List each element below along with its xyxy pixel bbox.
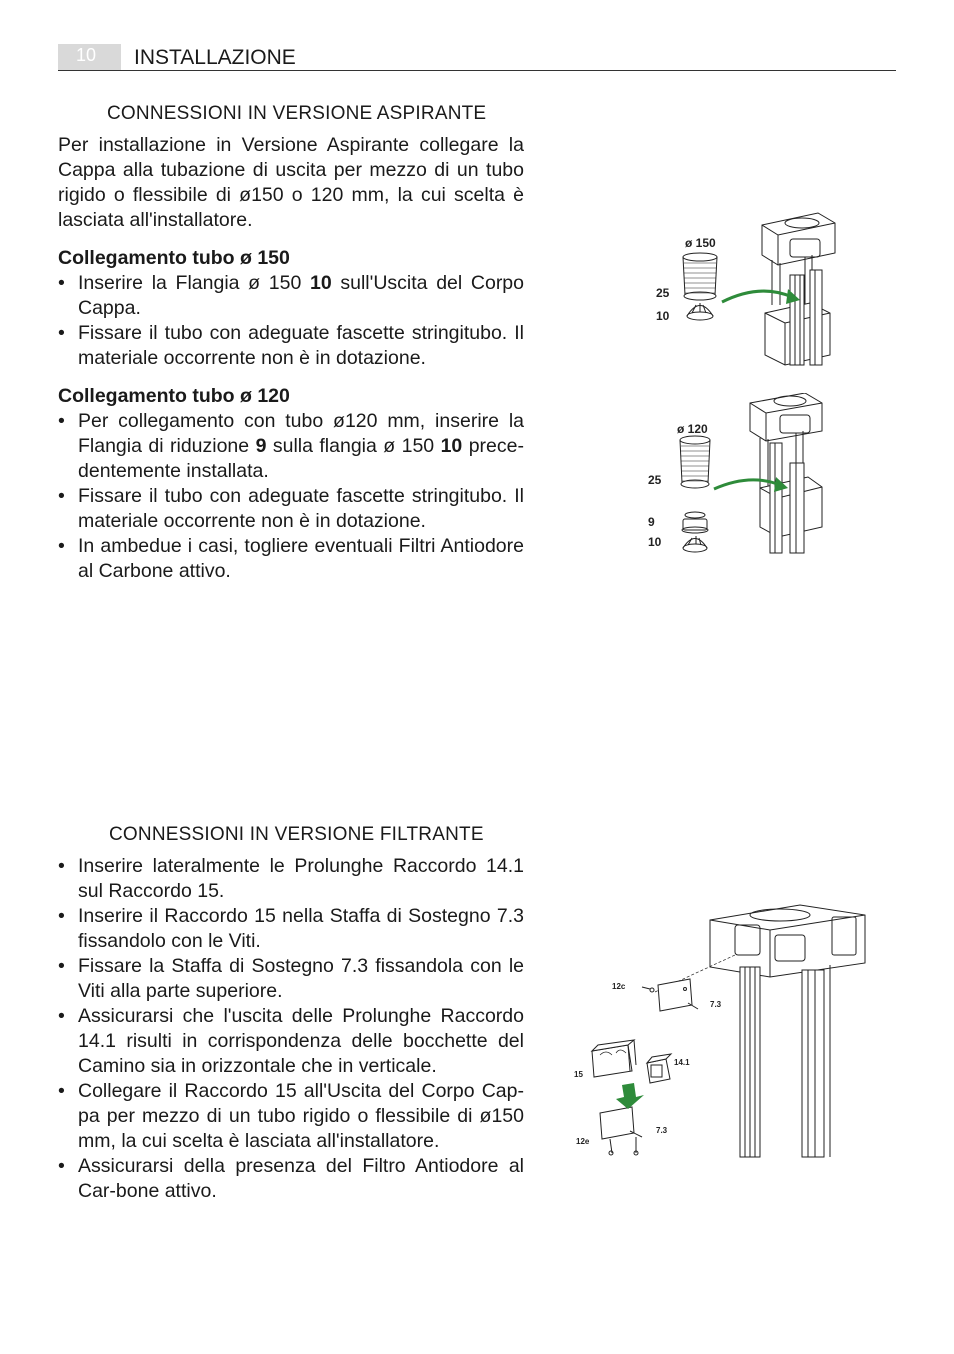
list-item: • In ambedue i casi, togliere eventuali Filtri Antiodore al Carbone attivo. xyxy=(58,534,524,584)
list-item: • Fissare il tubo con adeguate fascette stringitubo. Il materiale occorrente non è in dotazione. xyxy=(58,484,524,534)
label-25: 25 xyxy=(648,473,662,487)
label-dia-120: ø 120 xyxy=(677,422,708,436)
label-7-3-lower: 7.3 xyxy=(656,1126,668,1135)
label-9: 9 xyxy=(648,515,655,529)
subheading-120: Collegamento tubo ø 120 xyxy=(58,385,290,407)
label-15: 15 xyxy=(574,1070,583,1079)
label-25: 25 xyxy=(656,286,670,300)
list-item: • Inserire il Raccordo 15 nella Staffa di Sostegno 7.3 fissandolo con le Viti. xyxy=(58,904,524,954)
heading-filtrante: CONNESSIONI IN VERSIONE FILTRANTE xyxy=(109,824,484,845)
figure-150-connection xyxy=(640,205,860,370)
label-14-1: 14.1 xyxy=(674,1058,690,1067)
label-7-3-upper: 7.3 xyxy=(710,1000,722,1009)
list-item: • Fissare il tubo con adeguate fascette stringitubo. Il materiale occorrente non è in dotazione. xyxy=(58,321,524,371)
subheading-150: Collegamento tubo ø 150 xyxy=(58,247,290,269)
list-item: • Assicurarsi che l'uscita delle Prolunghe Raccordo 14.1 risulti in corrispondenza delle bocchette del Camino sia in orizzontale che in verticale. xyxy=(58,1004,524,1079)
list-item: • Assicurarsi della presenza del Filtro Antiodore al Car-bone attivo. xyxy=(58,1154,524,1204)
filtrante-text xyxy=(58,854,524,1204)
list-150 xyxy=(58,271,524,371)
header-divider xyxy=(58,70,896,71)
heading-aspirante: CONNESSIONI IN VERSIONE ASPIRANTE xyxy=(107,103,487,124)
section-title: INSTALLAZIONE xyxy=(134,46,296,69)
list-item: • Collegare il Raccordo 15 all'Uscita del Corpo Cap-pa per mezzo di un tubo rigido o flessibile di ø150 mm, la cui scelta è lasciata all'installatore. xyxy=(58,1079,524,1154)
list-item: • Inserire la Flangia ø 150 10 sull'Uscita del Corpo Cappa. xyxy=(58,271,524,321)
label-10: 10 xyxy=(648,535,662,549)
page-number: 10 xyxy=(76,45,97,65)
label-12e: 12e xyxy=(576,1137,590,1146)
figure-filtrante xyxy=(570,895,870,1160)
label-10: 10 xyxy=(656,309,670,323)
figure-120-connection xyxy=(640,393,860,558)
list-120 xyxy=(58,409,524,584)
label-12c: 12c xyxy=(612,982,626,991)
list-item: • Fissare la Staffa di Sostegno 7.3 fissandola con le Viti alla parte superiore. xyxy=(58,954,524,1004)
aspirante-text xyxy=(58,133,524,584)
list-item: • Per collegamento con tubo ø120 mm, inserire la Flangia di riduzione 9 sulla flangia ø 150 10 prece-dentemente installata. xyxy=(58,409,524,484)
intro-paragraph: Per installazione in Versione Aspirante collegare la Cappa alla tubazione di uscita per mezzo di un tubo rigido o flessibile di ø150 o 120 mm, la cui scelta è lasciata all'installatore. xyxy=(58,134,524,231)
list-filtrante xyxy=(58,854,524,1204)
list-item: • Inserire lateralmente le Prolunghe Raccordo 14.1 sul Raccordo 15. xyxy=(58,854,524,904)
label-dia-150: ø 150 xyxy=(685,236,716,250)
